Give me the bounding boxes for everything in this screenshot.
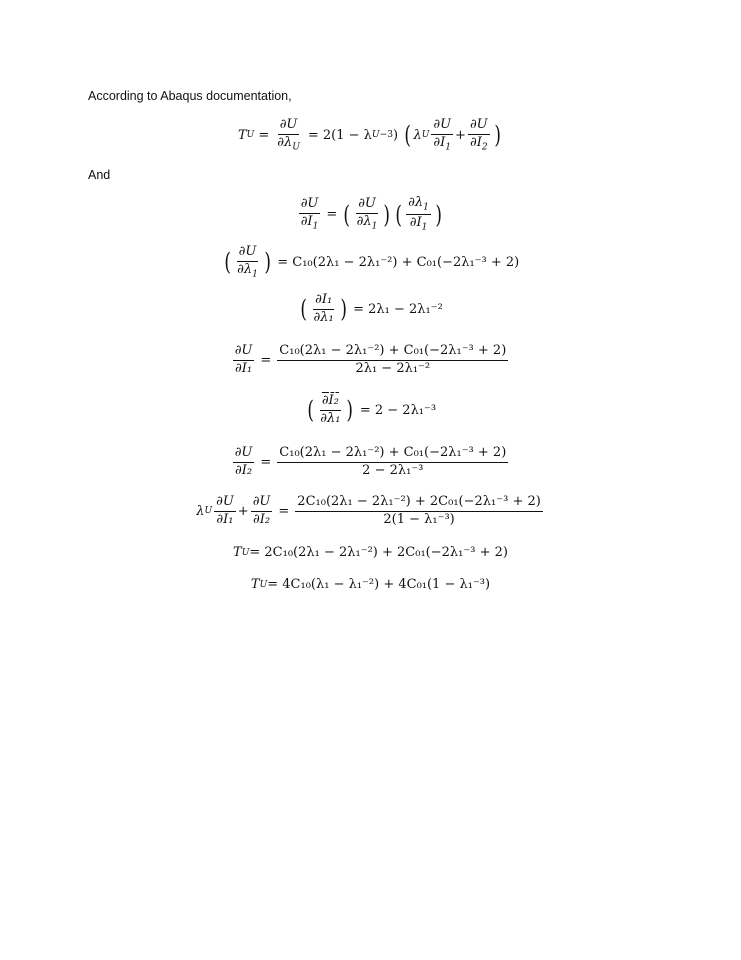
eq6-lhs-den: ∂λ₁ — [320, 410, 341, 426]
eq6-lhs-num: ∂Ī₂ — [320, 394, 341, 411]
eq9-lhs-sub: U — [241, 547, 250, 558]
eq8-t2-den: ∂Ī₂ — [253, 511, 271, 527]
eq4-lhs-num: ∂I₁ — [313, 293, 334, 310]
eq3-rhs: = C₁₀(2λ₁ − 2λ₁⁻²) + C₀₁(−2λ₁⁻³ + 2) — [277, 254, 520, 270]
eq2-p2 — [406, 196, 431, 233]
eq8-plus: + — [237, 503, 249, 519]
eq2-p2-den-sub: 1 — [421, 222, 428, 233]
eq1-term2-den-sub: 2 — [481, 142, 488, 153]
eq1-plus: + — [455, 127, 466, 143]
eq10-rhs: = 4C₁₀(λ₁ − λ₁⁻²) + 4C₀₁(1 − λ₁⁻³) — [267, 577, 491, 592]
eq5-rhs-den: 2λ₁ − 2λ₁⁻² — [355, 360, 431, 376]
eq7-lhs-den: ∂I₂ — [235, 462, 253, 478]
eq7-rhs — [277, 446, 508, 479]
eq4-lhs-den: ∂λ₁ — [313, 309, 334, 325]
eq7-equals: = — [260, 454, 272, 470]
eq1-frac-den-sub: U — [292, 142, 300, 153]
eq1-term2-den: ∂Ī — [469, 134, 482, 150]
eq1-term1-num: ∂U — [431, 118, 453, 135]
equation-7 — [0, 445, 741, 479]
eq8-lambda: λ — [196, 503, 205, 519]
equation-2: $\frac{\partial U}{\partial Ī_1}$ = ( $\frac{\partial U}{\partial\lambda_1}$ ) ( $\frac{\partial\lambda_1}{\partial Ī_1}$ ) — [300, 195, 442, 233]
eq5-lhs-den: ∂Ī₁ — [235, 360, 253, 376]
eq5-rhs — [277, 344, 508, 377]
eq1-rhs-sub: U — [371, 130, 380, 141]
eq1-term2 — [468, 118, 490, 153]
eq4-rhs: = 2λ₁ − 2λ₁⁻² — [353, 301, 443, 317]
equation-6: ( $\frac{\text{∂Ī₂}}{\text{∂λ₁}}$ ) = 2 − 2λ₁⁻³ — [307, 393, 437, 426]
eq5-rhs-num: C₁₀(2λ₁ − 2λ₁⁻²) + C₀₁(−2λ₁⁻³ + 2) — [277, 344, 508, 361]
intro-text: According to Abaqus documentation, — [88, 89, 292, 103]
eq1-rhs-close: ) — [392, 127, 399, 143]
eq3-lhs — [235, 245, 260, 280]
eq9-lhs: T — [233, 545, 242, 560]
eq8-t1 — [214, 495, 236, 528]
eq8-t1-den: ∂Ī₁ — [216, 511, 234, 527]
eq3-lhs-den-sub: 1 — [252, 269, 258, 280]
eq1-rhs: = 2(1 − λ — [307, 127, 372, 143]
and-text: And — [88, 168, 111, 182]
eq2-p1-den-sub: 1 — [371, 221, 378, 232]
eq7-rhs-den: 2 − 2λ₁⁻³ — [362, 462, 424, 478]
eq5-lhs — [233, 344, 255, 377]
equation-3: ( $\frac{\partial U}{\partial\lambda_1}$ ) = C₁₀(2λ₁ − 2λ₁⁻²) + C₀₁(−2λ₁⁻³ + 2) — [224, 244, 520, 280]
eq1-inner-lambda-sub: U — [421, 130, 430, 141]
eq1-lhs-sub: U — [246, 130, 255, 141]
eq1-frac — [275, 118, 302, 153]
eq8-rhs-num: 2C₁₀(2λ₁ − 2λ₁⁻²) + 2C₀₁(−2λ₁⁻³ + 2) — [295, 495, 543, 512]
eq1-term2-num: ∂U — [468, 118, 490, 135]
eq2-p1-den: ∂λ — [356, 213, 372, 229]
eq1-term1-den: ∂Ī — [433, 134, 446, 150]
eq10-lhs: T — [250, 577, 260, 592]
eq5-lhs-num: ∂U — [233, 344, 255, 361]
eq2-p2-den: ∂Ī — [409, 215, 422, 231]
eq8-lambda-sub: U — [204, 506, 213, 517]
equation-9 — [0, 545, 741, 560]
eq1-rhs-sup: −3 — [379, 130, 393, 141]
eq7-lhs — [233, 446, 255, 479]
eq2-lhs — [299, 197, 321, 232]
eq4-lhs — [312, 293, 336, 326]
eq9-rhs: = 2C₁₀(2λ₁ − 2λ₁⁻²) + 2C₀₁(−2λ₁⁻³ + 2) — [249, 545, 508, 560]
eq7-rhs-num: C₁₀(2λ₁ − 2λ₁⁻²) + C₀₁(−2λ₁⁻³ + 2) — [277, 446, 508, 463]
eq2-p1 — [355, 197, 380, 232]
eq1-lhs: T — [237, 127, 247, 143]
eq1-term1 — [431, 118, 453, 153]
eq2-lhs-den: ∂Ī — [300, 213, 313, 229]
eq6-rhs: = 2 − 2λ₁⁻³ — [359, 402, 437, 418]
eq8-rhs-den: 2(1 − λ₁⁻³) — [383, 511, 455, 527]
eq8-t2-num: ∂U — [251, 495, 273, 512]
eq10-lhs-sub: U — [259, 579, 268, 590]
eq2-p2-num-sub: 1 — [423, 202, 429, 213]
equation-4: ( $\frac{\text{∂I₁}}{\text{∂λ₁}}$ ) = 2λ₁ − 2λ₁⁻² — [300, 292, 443, 325]
eq6-lhs — [318, 394, 342, 427]
eq2-equals: = — [326, 207, 338, 223]
equation-8 — [0, 495, 741, 528]
equation-10 — [0, 577, 741, 592]
eq2-lhs-num: ∂U — [299, 197, 321, 214]
eq2-p1-num: ∂U — [356, 197, 378, 214]
eq1-inner-lambda: λ — [413, 127, 422, 143]
eq2-lhs-den-sub: 1 — [312, 221, 319, 232]
eq1-frac-den: ∂λ — [277, 134, 293, 150]
eq8-t1-num: ∂U — [214, 495, 236, 512]
equation-5 — [0, 343, 741, 377]
eq8-rhs — [295, 495, 543, 528]
eq1-term1-den-sub: 1 — [445, 142, 452, 153]
eq8-equals: = — [278, 503, 290, 519]
eq1-frac-num: ∂U — [278, 118, 300, 135]
equation-1: T U = $\frac{\partial U}{\partial\lambda_U}$ = 2(1 − λ U −3 ) ( λ U $\frac{\partial U}{\partial Ī_1}$ + $\frac{\partial U}{\partial Ī_2}$ ) — [237, 117, 501, 153]
eq8-t2 — [251, 495, 273, 528]
eq7-lhs-num: ∂U — [233, 446, 255, 463]
eq3-lhs-num: ∂U — [237, 245, 259, 262]
eq5-equals: = — [260, 352, 272, 368]
eq2-p2-num: ∂λ — [408, 195, 424, 210]
eq3-lhs-den: ∂λ — [237, 261, 253, 277]
